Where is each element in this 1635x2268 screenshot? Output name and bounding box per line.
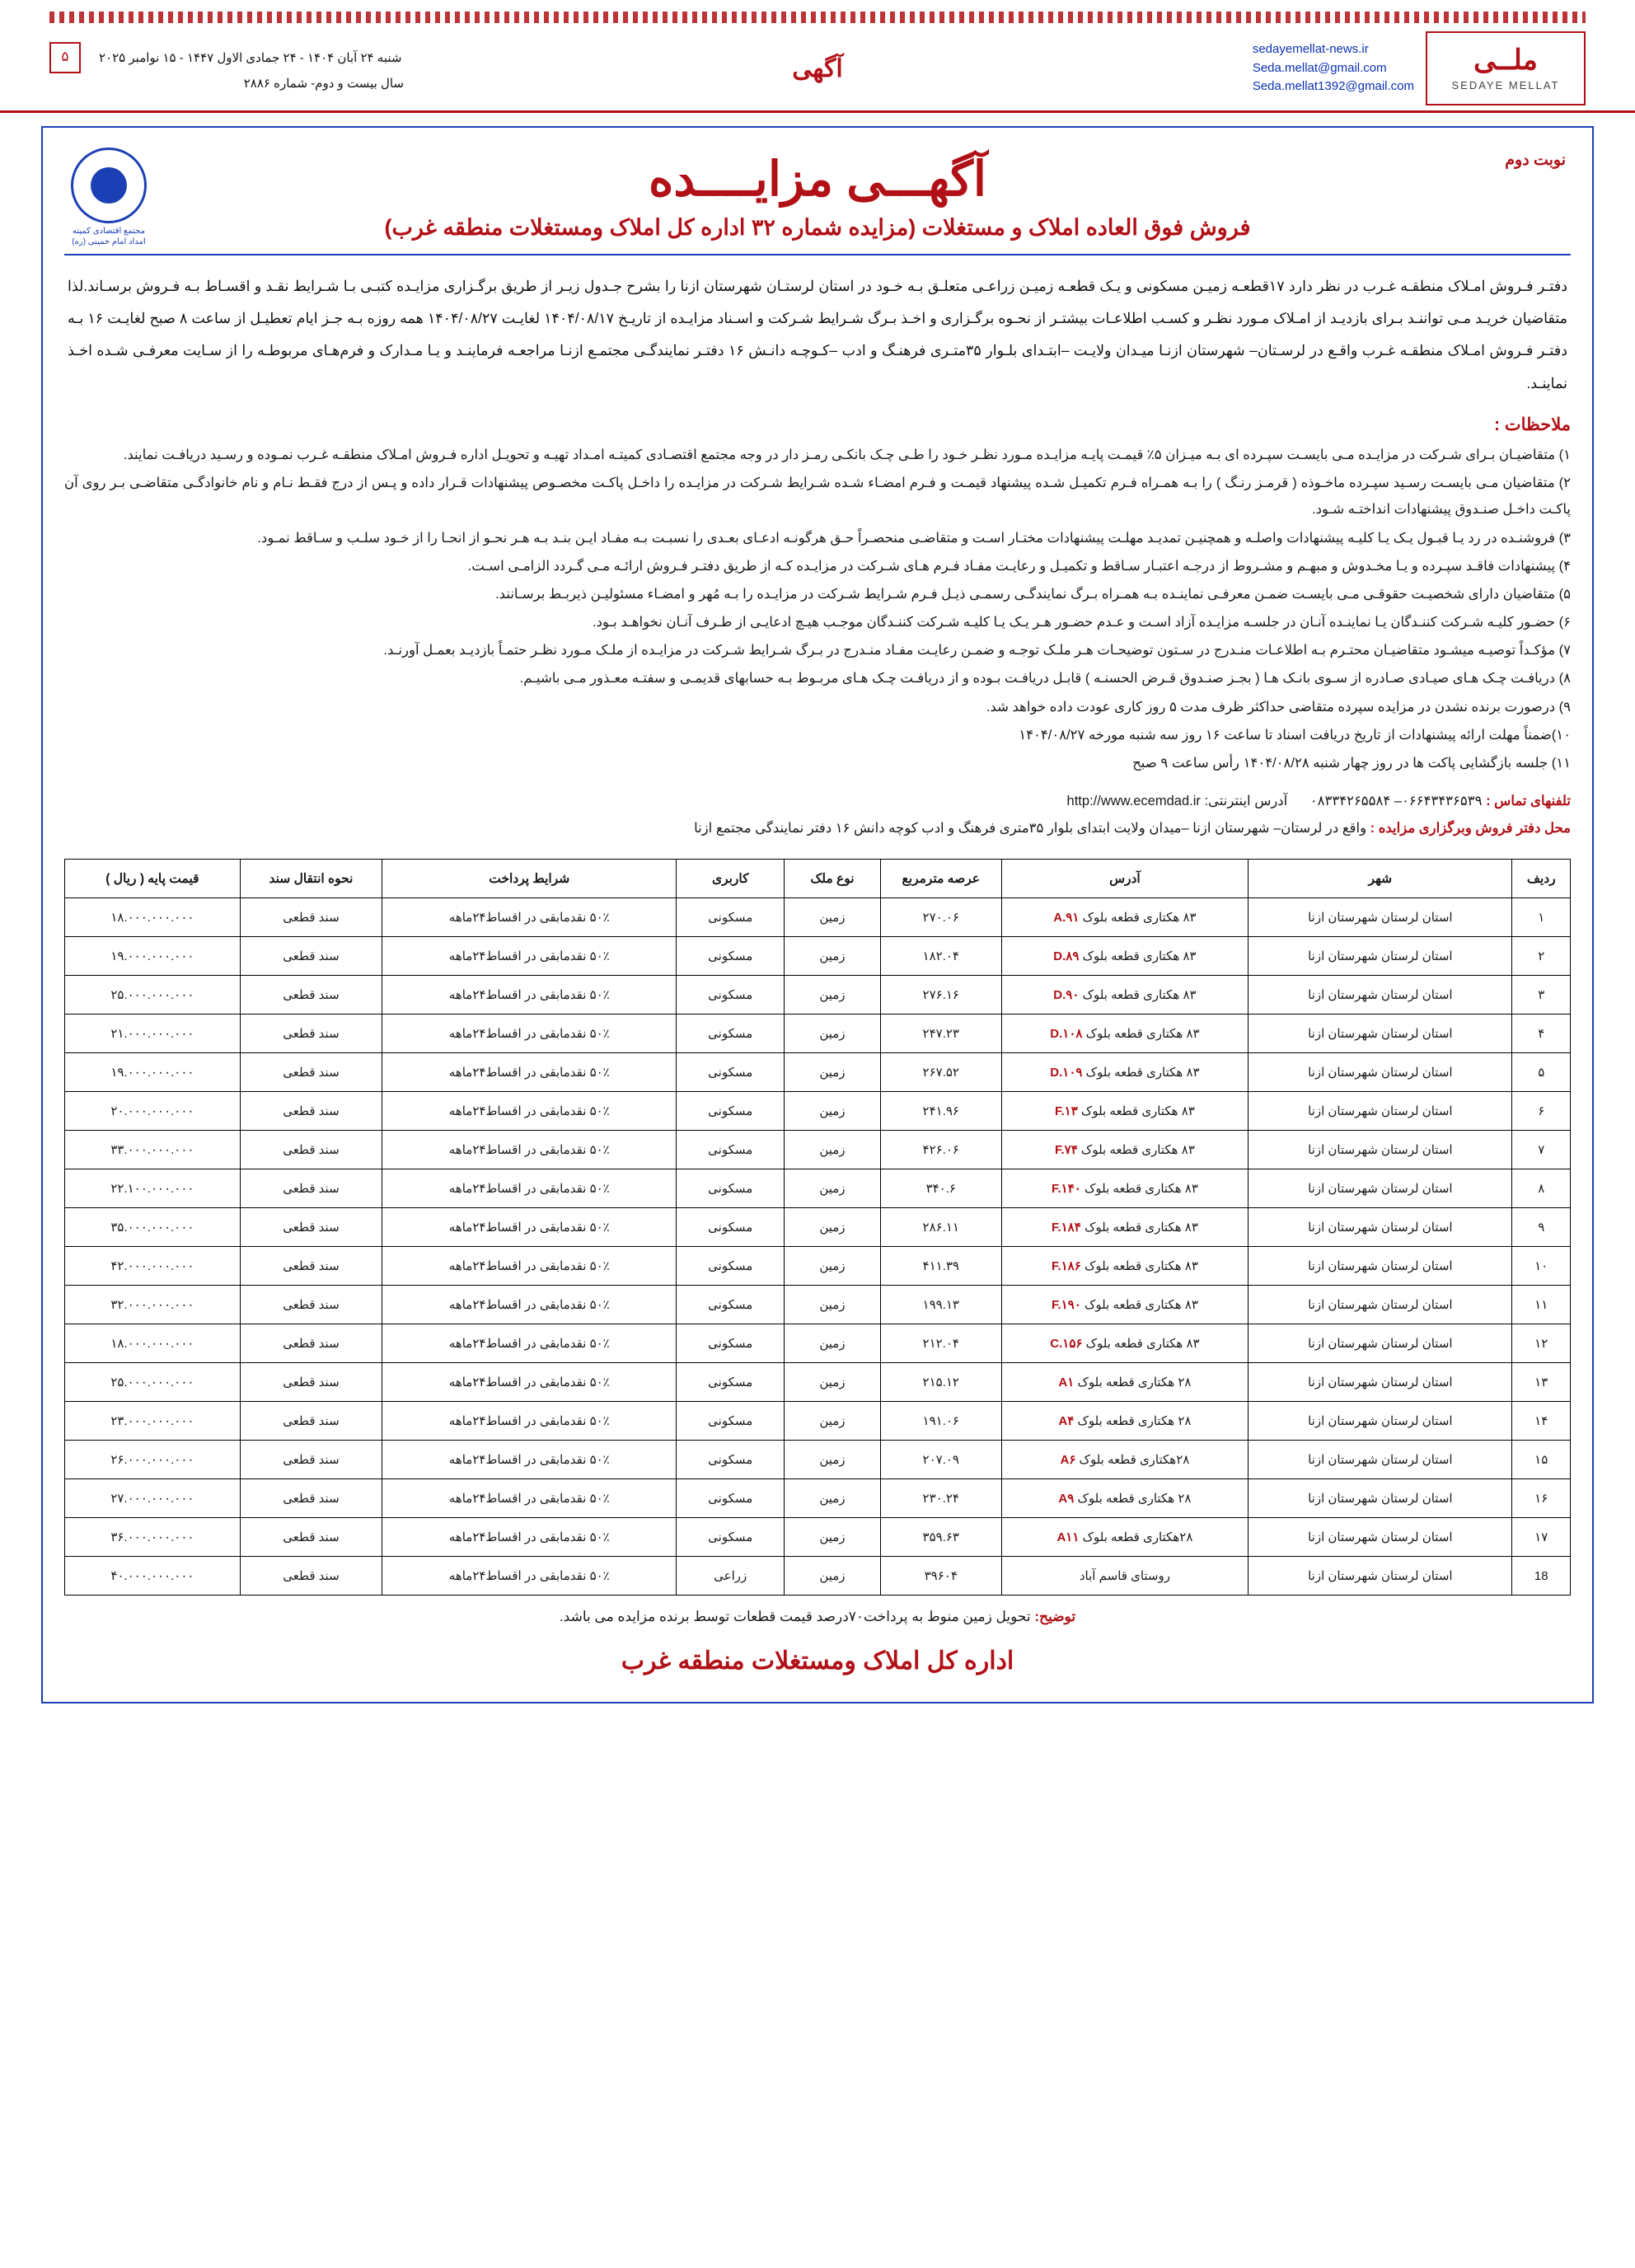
table-row [65, 1402, 1571, 1441]
cell-type: زمین [785, 1092, 881, 1131]
cell-usage: مسکونی [677, 1247, 785, 1286]
cell-price: ۲۱.۰۰۰.۰۰۰.۰۰۰ [65, 1015, 241, 1053]
cell-type: زمین [785, 1053, 881, 1092]
masthead-left [1231, 31, 1586, 105]
cell-deed: سند قطعی [240, 1092, 382, 1131]
masthead [0, 0, 1635, 113]
cell-address: ۸۳ هکتاری قطعه بلوک D.۹۰ [1001, 976, 1248, 1015]
address-code: F.۱۳ [1054, 1104, 1078, 1119]
cell-city: استان لرستان شهرستان ازنا [1249, 1479, 1512, 1518]
address-code: D.۱۰۹ [1050, 1066, 1083, 1080]
cell-type: زمین [785, 1363, 881, 1402]
cell-payment: ۵۰٪ نقدمابقی در اقساط۲۴ماهه [382, 898, 677, 937]
notes-list [64, 442, 1571, 776]
cell-usage: مسکونی [677, 898, 785, 937]
cell-city: استان لرستان شهرستان ازنا [1249, 937, 1512, 976]
cell-payment: ۵۰٪ نقدمابقی در اقساط۲۴ماهه [382, 1479, 677, 1518]
cell-usage: مسکونی [677, 1363, 785, 1402]
address-code: D.۸۹ [1053, 949, 1080, 964]
cell-payment: ۵۰٪ نقدمابقی در اقساط۲۴ماهه [382, 1557, 677, 1596]
cell-type: زمین [785, 1479, 881, 1518]
cell-radif: ۴ [1512, 1015, 1571, 1053]
cell-price: ۲۲.۱۰۰.۰۰۰.۰۰۰ [65, 1169, 241, 1208]
cell-radif: ۱۷ [1512, 1518, 1571, 1557]
cell-payment: ۵۰٪ نقدمابقی در اقساط۲۴ماهه [382, 1131, 677, 1169]
cell-deed: سند قطعی [240, 976, 382, 1015]
list-item: ۱۰)ضمناً مهلت ارائه پیشنهادات از تاریخ دریافت اسناد تا ساعت ۱۶ روز سه شنبه مورخه ۱۴۰۴/۰۸/۲۷ [1019, 727, 1571, 743]
cell-deed: سند قطعی [240, 1286, 382, 1324]
cell-type: زمین [785, 1131, 881, 1169]
cell-payment: ۵۰٪ نقدمابقی در اقساط۲۴ماهه [382, 976, 677, 1015]
cell-price: ۳۲.۰۰۰.۰۰۰.۰۰۰ [65, 1286, 241, 1324]
cell-city: استان لرستان شهرستان ازنا [1249, 976, 1512, 1015]
list-item: ۷) مؤکـداً توصیـه میشـود متقاضیـان محتـرم بـه اطلاعـات منـدرج در سـتون توضیحـات هـر ملـک توجـه و ضمـن رعایـت مفـاد منـدرج در بـرگ شـرایط شـرکت در مزایـده از ملـک مـورد نظـر حتمـاً بازدیـد بعمـل آورنـد. [383, 643, 1571, 658]
table-row [65, 1208, 1571, 1247]
cell-payment: ۵۰٪ نقدمابقی در اقساط۲۴ماهه [382, 1169, 677, 1208]
table-row [65, 1557, 1571, 1596]
cell-city: استان لرستان شهرستان ازنا [1249, 1557, 1512, 1596]
address-code: F.۱۸۴ [1051, 1221, 1081, 1235]
cell-radif: ۱۳ [1512, 1363, 1571, 1402]
list-item: ۶) حضـور کلیـه شـرکت کننـدگان یـا نماینـده آنـان در جلسـه مزایـده آزاد اسـت و عـدم حضـور هـر یـک یـا کلیـه شـرکت کننـدگان موجـب هیـچ ادعایـی از طـرف آنـان نخواهـد بـود. [592, 615, 1571, 630]
office-label: محل دفتر فروش وبرگزاری مزایده : [1370, 821, 1571, 836]
cell-city: استان لرستان شهرستان ازنا [1249, 1363, 1512, 1402]
cell-payment: ۵۰٪ نقدمابقی در اقساط۲۴ماهه [382, 1324, 677, 1363]
cell-address: ۸۳ هکتاری قطعه بلوک F.۱۴۰ [1001, 1169, 1248, 1208]
cell-city: استان لرستان شهرستان ازنا [1249, 1286, 1512, 1324]
email-secondary[interactable]: Seda.mellat1392@gmail.com [1252, 79, 1414, 94]
table-row [65, 1053, 1571, 1092]
cell-city: استان لرستان شهرستان ازنا [1249, 1015, 1512, 1053]
cell-radif: ۷ [1512, 1131, 1571, 1169]
cell-usage: مسکونی [677, 1324, 785, 1363]
organization-emblem [69, 148, 148, 247]
cell-city: استان لرستان شهرستان ازنا [1249, 1247, 1512, 1286]
cell-price: ۱۹.۰۰۰.۰۰۰.۰۰۰ [65, 1053, 241, 1092]
col-header-address: آدرس [1001, 860, 1248, 898]
cell-price: ۲۶.۰۰۰.۰۰۰.۰۰۰ [65, 1441, 241, 1479]
cell-payment: ۵۰٪ نقدمابقی در اقساط۲۴ماهه [382, 1402, 677, 1441]
cell-address: ۸۳ هکتاری قطعه بلوک F.۱۸۴ [1001, 1208, 1248, 1247]
cell-address: ۲۸ هکتاری قطعه بلوک A۱ [1001, 1363, 1248, 1402]
cell-payment: ۵۰٪ نقدمابقی در اقساط۲۴ماهه [382, 1208, 677, 1247]
decorative-rule [49, 12, 1586, 23]
cell-deed: سند قطعی [240, 1131, 382, 1169]
issue-number: سال بیست و دوم- شماره ۲۸۸۶ [243, 77, 404, 91]
page-subtitle: فروش فوق العاده املاک و مستغلات (مزایده شماره ۳۲ اداره کل املاک ومستغلات منطقه غرب) [384, 215, 1251, 240]
cell-address: ۸۳ هکتاری قطعه بلوک D.۸۹ [1001, 937, 1248, 976]
cell-price: ۲۵.۰۰۰.۰۰۰.۰۰۰ [65, 1363, 241, 1402]
cell-deed: سند قطعی [240, 1557, 382, 1596]
cell-radif: ۶ [1512, 1092, 1571, 1131]
cell-area: ۲۷۶.۱۶ [880, 976, 1001, 1015]
email-primary[interactable]: Seda.mellat@gmail.com [1252, 60, 1387, 75]
col-header-type: نوع ملک [785, 860, 881, 898]
cell-area: ۲۱۲.۰۴ [880, 1324, 1001, 1363]
col-header-area: عرصه مترمربع [880, 860, 1001, 898]
round-badge: نوبت دوم [1505, 152, 1566, 169]
cell-deed: سند قطعی [240, 1518, 382, 1557]
col-header-payment: شرایط پرداخت [382, 860, 677, 898]
cell-price: ۱۹.۰۰۰.۰۰۰.۰۰۰ [65, 937, 241, 976]
address-code: F.۱۹۰ [1051, 1298, 1081, 1313]
cell-price: ۳۳.۰۰۰.۰۰۰.۰۰۰ [65, 1131, 241, 1169]
table-row [65, 1169, 1571, 1208]
cell-address: ۸۳ هکتاری قطعه بلوک A.۹۱ [1001, 898, 1248, 937]
cell-area: ۱۹۱.۰۶ [880, 1402, 1001, 1441]
url-label: آدرس اینترنتی: [1204, 794, 1288, 809]
cell-city: استان لرستان شهرستان ازنا [1249, 1169, 1512, 1208]
cell-usage: مسکونی [677, 1286, 785, 1324]
address-code: C.۱۵۶ [1050, 1337, 1083, 1352]
page-title: آگهـــی مزایــــده [648, 152, 987, 206]
issue-date: شنبه ۲۴ آبان ۱۴۰۴ - ۲۴ جمادی الاول ۱۴۴۷ - ۱۵ نوامبر ۲۰۲۵ [99, 50, 402, 65]
table-row [65, 1015, 1571, 1053]
cell-city: استان لرستان شهرستان ازنا [1249, 1131, 1512, 1169]
cell-address: ۸۳ هکتاری قطعه بلوک F.۱۹۰ [1001, 1286, 1248, 1324]
table-row [65, 1363, 1571, 1402]
cell-city: استان لرستان شهرستان ازنا [1249, 1053, 1512, 1092]
cell-price: ۴۰.۰۰۰.۰۰۰.۰۰۰ [65, 1557, 241, 1596]
cell-area: ۲۶۷.۵۲ [880, 1053, 1001, 1092]
cell-area: ۱۹۹.۱۳ [880, 1286, 1001, 1324]
cell-radif: ۲ [1512, 937, 1571, 976]
cell-usage: مسکونی [677, 976, 785, 1015]
divider [64, 254, 1571, 255]
cell-type: زمین [785, 937, 881, 976]
col-header-deed: نحوه انتقال سند [240, 860, 382, 898]
cell-price: ۱۸.۰۰۰.۰۰۰.۰۰۰ [65, 1324, 241, 1363]
table-row [65, 1092, 1571, 1131]
cell-radif: 18 [1512, 1557, 1571, 1596]
col-header-radif: ردیف [1512, 860, 1571, 898]
cell-payment: ۵۰٪ نقدمابقی در اقساط۲۴ماهه [382, 1092, 677, 1131]
cell-area: ۳۴۰.۶ [880, 1169, 1001, 1208]
table-body [65, 898, 1571, 1596]
cell-usage: مسکونی [677, 1169, 785, 1208]
emblem-caption: مجتمع اقتصادی کمیته امداد امام خمینی (ره) [72, 227, 146, 246]
table-row [65, 1131, 1571, 1169]
bottom-note-label: توضیح: [1034, 1609, 1076, 1625]
cell-radif: ۱۱ [1512, 1286, 1571, 1324]
table-row [65, 1518, 1571, 1557]
emblem-icon [71, 148, 147, 223]
cell-price: ۳۵.۰۰۰.۰۰۰.۰۰۰ [65, 1208, 241, 1247]
cell-usage: مسکونی [677, 1518, 785, 1557]
cell-type: زمین [785, 1557, 881, 1596]
cell-radif: ۱۴ [1512, 1402, 1571, 1441]
cell-city: استان لرستان شهرستان ازنا [1249, 1324, 1512, 1363]
cell-type: زمین [785, 1169, 881, 1208]
office-address: واقع در لرستان– شهرستان ازنا –میدان ولایت ابتدای بلوار ۳۵متری فرهنگ و ادب کوچه دانش ۱۶ دفتر نمایندگی مجتمع ازنا [694, 821, 1367, 836]
cell-address: ۸۳ هکتاری قطعه بلوک F.۷۴ [1001, 1131, 1248, 1169]
cell-usage: مسکونی [677, 1092, 785, 1131]
cell-radif: ۱۲ [1512, 1324, 1571, 1363]
cell-address: ۲۸ هکتاری قطعه بلوک A۴ [1001, 1402, 1248, 1441]
cell-radif: ۳ [1512, 976, 1571, 1015]
table-row [65, 1479, 1571, 1518]
cell-type: زمین [785, 1441, 881, 1479]
cell-payment: ۵۰٪ نقدمابقی در اقساط۲۴ماهه [382, 1247, 677, 1286]
cell-usage: مسکونی [677, 1131, 785, 1169]
cell-area: ۱۸۲.۰۴ [880, 937, 1001, 976]
cell-address: ۲۸هکتاری قطعه بلوک A۱۱ [1001, 1518, 1248, 1557]
cell-deed: سند قطعی [240, 1402, 382, 1441]
address-code: A.۹۱ [1053, 911, 1080, 925]
cell-deed: سند قطعی [240, 898, 382, 937]
cell-city: استان لرستان شهرستان ازنا [1249, 898, 1512, 937]
cell-type: زمین [785, 1324, 881, 1363]
cell-type: زمین [785, 1402, 881, 1441]
cell-deed: سند قطعی [240, 937, 382, 976]
table-row [65, 1247, 1571, 1286]
page-number-badge: ۵ [49, 42, 81, 73]
list-item: ۱) متقاضیـان بـرای شـرکت در مزایـده مـی بایسـت سپـرده ای بـه میـزان ۵٪ قیمـت پایـه مزایـده مـورد نظـر خـود را طـی چـک بانکـی رمـز دار در وجه مجتمع اقتصـادی کمیتـه امـداد تهیـه و تحویـل اداره فـروش امـلاک منطقـه غـرب نمـوده و رسـید دریافـت نمایند. [123, 448, 1571, 462]
cell-address: ۸۳ هکتاری قطعه بلوک D.۱۰۹ [1001, 1053, 1248, 1092]
table-row [65, 1441, 1571, 1479]
list-item: ۸) دریافـت چـک هـای صیـادی صـادره از سـوی بانـک هـا ( بجـز صنـدوق قـرض الحسنـه ) قابـل دریافـت بـوده و از دریافـت چـک هـای مربـوط بـه حسابهای قدیمـی و سفتـه معـذور مـی باشیـم. [519, 671, 1571, 686]
cell-usage: مسکونی [677, 1015, 785, 1053]
table-row [65, 1324, 1571, 1363]
cell-type: زمین [785, 898, 881, 937]
address-code: D.۹۰ [1053, 988, 1080, 1003]
logo-script-text: ملــی [1473, 43, 1538, 77]
list-item: ۹) درصورت برنده نشدن در مزایده سپرده متقاضی حداکثر ظرف مدت ۵ روز کاری عودت داده خواهد شد. [986, 699, 1571, 715]
cell-area: ۲۳۰.۲۴ [880, 1479, 1001, 1518]
cell-type: زمین [785, 1247, 881, 1286]
contact-office-row [64, 815, 1571, 842]
cell-area: ۳۵۹.۶۳ [880, 1518, 1001, 1557]
cell-address: ۲۸ هکتاری قطعه بلوک A۹ [1001, 1479, 1248, 1518]
cell-payment: ۵۰٪ نقدمابقی در اقساط۲۴ماهه [382, 1363, 677, 1402]
cell-usage: مسکونی [677, 1402, 785, 1441]
cell-price: ۲۷.۰۰۰.۰۰۰.۰۰۰ [65, 1479, 241, 1518]
cell-deed: سند قطعی [240, 1053, 382, 1092]
cell-area: ۲۰۷.۰۹ [880, 1441, 1001, 1479]
issuer-signature: اداره کل املاک ومستغلات منطقه غرب [621, 1647, 1014, 1675]
cell-type: زمین [785, 976, 881, 1015]
masthead-contact [1253, 40, 1414, 96]
cell-city: استان لرستان شهرستان ازنا [1249, 1402, 1512, 1441]
cell-deed: سند قطعی [240, 1324, 382, 1363]
cell-radif: ۵ [1512, 1053, 1571, 1092]
auction-table [64, 859, 1571, 1596]
cell-deed: سند قطعی [240, 1479, 382, 1518]
cell-price: ۳۶.۰۰۰.۰۰۰.۰۰۰ [65, 1518, 241, 1557]
masthead-section-label: آگهی [792, 54, 843, 82]
address-code: F.۱۴۰ [1051, 1182, 1081, 1197]
cell-deed: سند قطعی [240, 1015, 382, 1053]
cell-usage: مسکونی [677, 1479, 785, 1518]
announcement-frame [41, 126, 1594, 1703]
cell-type: زمین [785, 1015, 881, 1053]
bottom-note [64, 1609, 1571, 1625]
cell-radif: ۸ [1512, 1169, 1571, 1208]
cell-area: ۲۴۱.۹۶ [880, 1092, 1001, 1131]
cell-area: ۲۴۷.۲۳ [880, 1015, 1001, 1053]
cell-radif: ۹ [1512, 1208, 1571, 1247]
address-code: A۱۱ [1056, 1530, 1080, 1545]
cell-price: ۲۵.۰۰۰.۰۰۰.۰۰۰ [65, 976, 241, 1015]
contact-phone-row [64, 788, 1571, 815]
cell-radif: ۱۶ [1512, 1479, 1571, 1518]
list-item: ۳) فروشنـده در رد یـا قبـول یـک یـا کلیـه پیشنهادات واصلـه و همچنیـن تمدیـد مهلـت پیشنهادات مختـار اسـت و متقاضـی منحصـراً حـق هرگونـه ادعـای بعـدی را نسبـت بـه مفـاد ایـن بنـد بـه هـر نحـو از انحـا را از خـود سلـب و سـاقط نمـود. [257, 530, 1571, 546]
cell-city: استان لرستان شهرستان ازنا [1249, 1092, 1512, 1131]
cell-usage: مسکونی [677, 1053, 785, 1092]
address-code: A۴ [1058, 1414, 1075, 1429]
list-item: ۱۱) جلسه بازگشایی پاکت ها در روز چهار شنبه ۱۴۰۴/۰۸/۲۸ رأس ساعت ۹ صبح [1132, 755, 1571, 771]
cell-payment: ۵۰٪ نقدمابقی در اقساط۲۴ماهه [382, 1053, 677, 1092]
address-code: A۶ [1060, 1453, 1076, 1468]
cell-deed: سند قطعی [240, 1247, 382, 1286]
cell-payment: ۵۰٪ نقدمابقی در اقساط۲۴ماهه [382, 1015, 677, 1053]
address-code: D.۱۰۸ [1050, 1027, 1083, 1042]
cell-area: ۳۹۶۰۴ [880, 1557, 1001, 1596]
table-row [65, 898, 1571, 937]
cell-type: زمین [785, 1286, 881, 1324]
cell-address: ۸۳ هکتاری قطعه بلوک F.۱۳ [1001, 1092, 1248, 1131]
cell-area: ۴۱۱.۳۹ [880, 1247, 1001, 1286]
cell-usage: مسکونی [677, 1441, 785, 1479]
cell-price: ۴۲.۰۰۰.۰۰۰.۰۰۰ [65, 1247, 241, 1286]
address-code: F.۱۸۶ [1051, 1259, 1081, 1274]
cell-price: ۱۸.۰۰۰.۰۰۰.۰۰۰ [65, 898, 241, 937]
address-code: A۹ [1058, 1492, 1075, 1507]
cell-payment: ۵۰٪ نقدمابقی در اقساط۲۴ماهه [382, 1286, 677, 1324]
cell-payment: ۵۰٪ نقدمابقی در اقساط۲۴ماهه [382, 937, 677, 976]
website-link[interactable]: sedayemellat-news.ir [1252, 42, 1369, 57]
cell-city: استان لرستان شهرستان ازنا [1249, 1441, 1512, 1479]
cell-city: استان لرستان شهرستان ازنا [1249, 1518, 1512, 1557]
cell-payment: ۵۰٪ نقدمابقی در اقساط۲۴ماهه [382, 1441, 677, 1479]
col-header-price: قیمت پایه ( ریال ) [65, 860, 241, 898]
cell-deed: سند قطعی [240, 1363, 382, 1402]
address-code: A۱ [1058, 1375, 1075, 1390]
cell-usage: زراعی [677, 1557, 785, 1596]
cell-address: ۸۳ هکتاری قطعه بلوک D.۱۰۸ [1001, 1015, 1248, 1053]
cell-usage: مسکونی [677, 937, 785, 976]
cell-address: روستای قاسم آباد [1001, 1557, 1248, 1596]
cell-area: ۴۲۶.۰۶ [880, 1131, 1001, 1169]
list-item: ۲) متقاضیان مـی بایسـت رسـید سپـرده ماخـوذه ( قرمـز رنـگ ) را بـه همـراه فـرم تکمیـل شـده پیشنهاد قیمـت و فـرم امضـاء شـده شـرایط شـرکت در مزایـده را داخـل پاکـت مخصـوص پیشنهادات قـرار داده و پـس از درج فقـط نـام و نام خانوادگـی متقاضـی بـر روی آن پاکـت داخـل صنـدوق پیشنهادات انداختـه شـود. [64, 476, 1571, 518]
cell-type: زمین [785, 1208, 881, 1247]
cell-address: ۸۳ هکتاری قطعه بلوک F.۱۸۶ [1001, 1247, 1248, 1286]
cell-city: استان لرستان شهرستان ازنا [1249, 1208, 1512, 1247]
cell-deed: سند قطعی [240, 1441, 382, 1479]
cell-address: ۲۸هکتاری قطعه بلوک A۶ [1001, 1441, 1248, 1479]
logo-latin-text: SEDAYE MELLAT [1451, 78, 1560, 91]
col-header-usage: کاربری [677, 860, 785, 898]
cell-price: ۲۳.۰۰۰.۰۰۰.۰۰۰ [65, 1402, 241, 1441]
cell-deed: سند قطعی [240, 1169, 382, 1208]
list-item: ۵) متقاضیان دارای شخصیـت حقوقـی مـی بایسـت ضمـن معرفـی نماینـده بـه همـراه بـرگ نمایندگـی رسمـی ذیـل فـرم شـرایط شـرکت در مزایـده را بـه مُهر و امضـاء مسئولیـن ذیربـط برسـانند. [495, 586, 1571, 602]
cell-payment: ۵۰٪ نقدمابقی در اقساط۲۴ماهه [382, 1518, 677, 1557]
cell-usage: مسکونی [677, 1208, 785, 1247]
bottom-note-text: تحویل زمین منوط به پرداخت۷۰درصد قیمت قطعات توسط برنده مزایده می باشد. [559, 1609, 1031, 1625]
list-item: ۴) پیشنهادات فاقـد سپـرده و یـا مخـدوش و مبهـم و مشـروط از درجـه اعتبـار سـاقط و تکمیـل و رعایـت مفـاد فـرم هـای شـرکت در مزایـده کـه از طریق دفتـر فـروش ارائـه مـی گـردد الزامـی اسـت. [467, 558, 1571, 574]
address-code: F.۷۴ [1054, 1143, 1078, 1158]
newspaper-logo [1426, 31, 1586, 105]
cell-area: ۲۱۵.۱۲ [880, 1363, 1001, 1402]
phone-label: تلفنهای تماس : [1486, 794, 1571, 809]
cell-deed: سند قطعی [240, 1208, 382, 1247]
contact-block [64, 788, 1571, 842]
masthead-right [49, 42, 404, 95]
cell-radif: ۱۵ [1512, 1441, 1571, 1479]
phone-numbers: ۰۸۳۳۴۲۶۵۵۸۴ –۰۶۶۴۳۴۳۶۵۳۹ [1309, 794, 1483, 809]
website-url[interactable]: http://www.ecemdad.ir [1066, 794, 1201, 809]
cell-radif: ۱۰ [1512, 1247, 1571, 1286]
cell-radif: ۱ [1512, 898, 1571, 937]
intro-paragraph: دفتـر فـروش امـلاک منطقـه غـرب در نظر دارد ۱۷قطعـه زمیـن مسکونی و یـک قطعـه زمیـن زراعـی متعلـق بـه خـود در استان لرستـان شهرستان ازنا را بشرح جـدول زیـر از طریق برگـزاری مزایـده کتبـی بـا شـرایط نقـد و اقسـاط بـه فـروش برسـاند.لذا متقاضیان خریـد مـی تواننـد بـرای بازدیـد از امـلاک مـورد نظـر و کسـب اطلاعـات بیشتـر از نحـوه برگـزاری و اخـذ بـرگ شـرایط شـرکت و اسـناد مزایـده از تاریـخ ۱۴۰۴/۰۸/۱۷ لغایـت ۱۴۰۴/۰۸/۲۷ همه روزه بـه جـز ایام تعطیـل از ساعت ۸ صبح لغایـت ۱۶ بـه دفتـر فـروش امـلاک منطقـه غـرب واقـع در لرسـتان– شهرستان ازنـا میـدان ولایـت –ابتـدای بلـوار ۳۵متـری فرهنـگ و ادب –کـوچـه دانـش ۱۶ دفتـر نمایندگـی مجتمـع ازنـا مراجعـه فرماینـد و یـا مـدارک و فرم‌هـای مربوطـه را از سـایت معرفـی شـده اخـذ نماینـد. [68, 277, 1568, 391]
cell-area: ۲۷۰.۰۶ [880, 898, 1001, 937]
table-row [65, 976, 1571, 1015]
cell-area: ۲۸۶.۱۱ [880, 1208, 1001, 1247]
notes-heading: ملاحظات : [1494, 415, 1571, 434]
table-header-row [65, 860, 1571, 898]
col-header-city: شهر [1249, 860, 1512, 898]
cell-address: ۸۳ هکتاری قطعه بلوک C.۱۵۶ [1001, 1324, 1248, 1363]
table-row [65, 937, 1571, 976]
cell-price: ۲۰.۰۰۰.۰۰۰.۰۰۰ [65, 1092, 241, 1131]
cell-type: زمین [785, 1518, 881, 1557]
table-row [65, 1286, 1571, 1324]
